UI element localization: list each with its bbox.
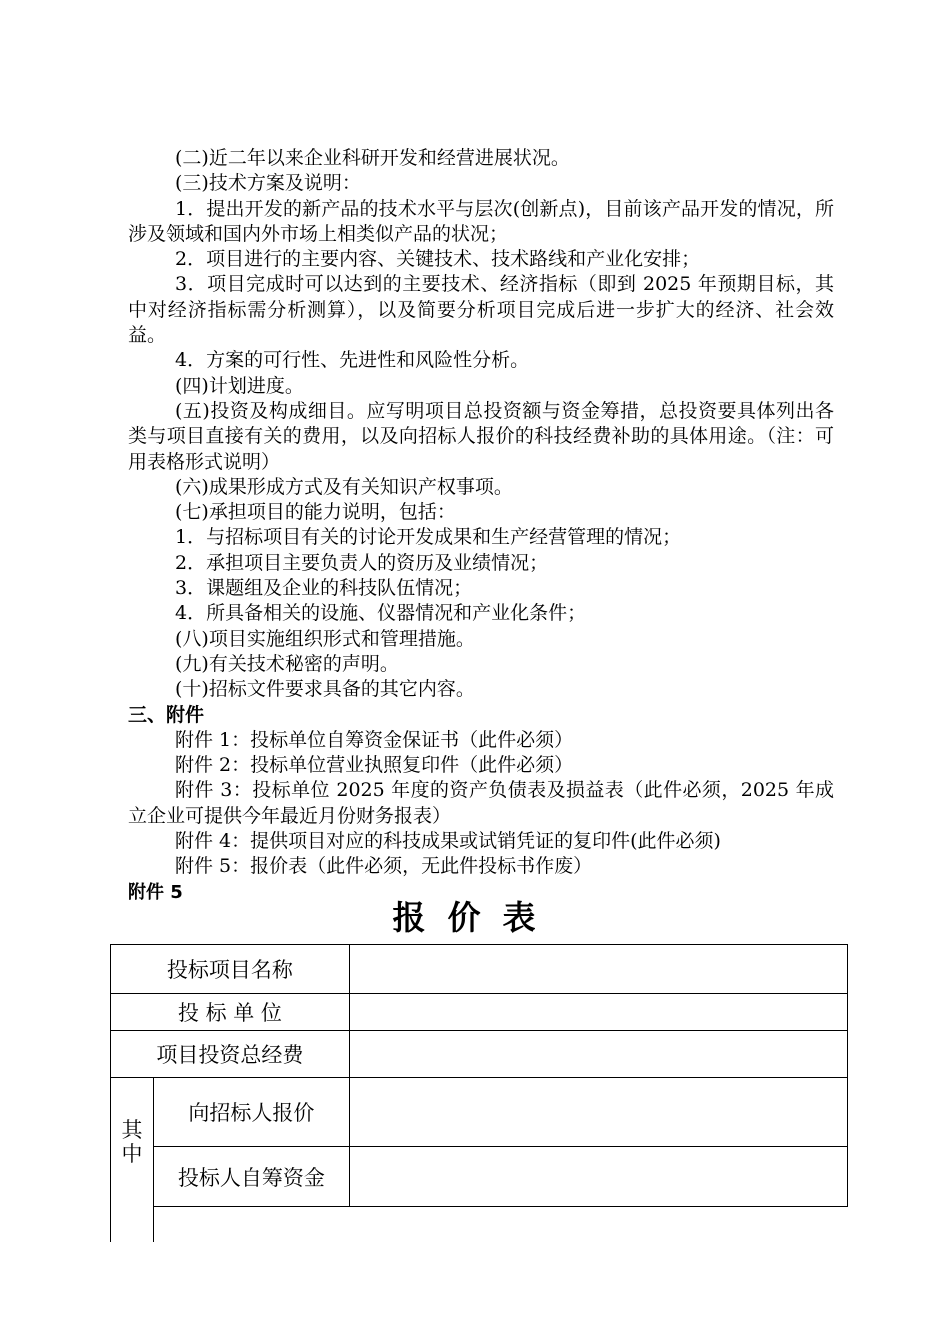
annex-5-label: 附件 5 xyxy=(128,881,183,903)
quote-form-title: 报价表 xyxy=(392,898,558,937)
item-3-2: 2．项目进行的主要内容、关键技术、技术路线和产业化安排； xyxy=(175,248,701,271)
item-3-1: 1．提出开发的新产品的技术水平与层次(创新点)，目前该产品开发的情况，所涉及领域和国内外市场上相类似产品的状况； xyxy=(128,197,834,245)
item-6: (六)成果形成方式及有关知识产权事项。 xyxy=(175,475,513,498)
row-project-name xyxy=(111,945,848,994)
item-7-4: 4．所具备相关的设施、仪器情况和产业化条件； xyxy=(175,602,587,625)
of-which-char-2: 中 xyxy=(121,1142,143,1167)
bidder-field[interactable] xyxy=(349,994,847,1031)
total-investment-field[interactable] xyxy=(349,1031,847,1078)
item-4: (四)计划进度。 xyxy=(175,374,304,397)
item-3: (三)技术方案及说明： xyxy=(175,172,361,195)
item-7-1: 1．与招标项目有关的讨论开发成果和生产经营管理的情况； xyxy=(175,526,682,549)
item-9: (九)有关技术秘密的声明。 xyxy=(175,652,399,675)
project-name-label: 投标项目名称 xyxy=(111,945,350,994)
of-which-char-1: 其 xyxy=(121,1118,143,1143)
bidder-label: 投 标 单 位 xyxy=(111,994,350,1031)
quote-to-tenderer-field[interactable] xyxy=(349,1078,847,1147)
row-continuation xyxy=(111,1207,848,1242)
row-self-raised xyxy=(111,1147,848,1207)
of-which-label xyxy=(111,1078,154,1207)
item-8: (八)项目实施组织形式和管理措施。 xyxy=(175,627,475,650)
item-10: (十)招标文件要求具备的其它内容。 xyxy=(175,678,475,701)
attachment-1: 附件 1：投标单位自筹资金保证书（此件必须） xyxy=(175,728,574,751)
continuation-left xyxy=(111,1207,154,1242)
item-7-2: 2．承担项目主要负责人的资历及业绩情况； xyxy=(175,551,549,574)
item-2: (二)近二年以来企业科研开发和经营进展状况。 xyxy=(175,147,570,169)
project-name-field[interactable] xyxy=(349,945,847,994)
document-body xyxy=(128,146,834,905)
item-7-3: 3．课题组及企业的科技队伍情况； xyxy=(175,577,473,600)
row-total-investment xyxy=(111,1031,848,1078)
item-3-4: 4．方案的可行性、先进性和风险性分析。 xyxy=(175,349,530,372)
total-investment-label: 项目投资总经费 xyxy=(111,1031,350,1078)
attachment-4: 附件 4：提供项目对应的科技成果或试销凭证的复印件(此件必须) xyxy=(175,830,721,853)
attachment-3: 附件 3：投标单位 2025 年度的资产负债表及损益表（此件必须，2025 年成立企业可提供今年最近月份财务报表） xyxy=(128,779,834,827)
item-5: (五)投资及构成细目。应写明项目总投资额与资金筹措，总投资要具体列出各类与项目直接有关的费用，以及向招标人报价的科技经费补助的具体用途。（注：可用表格形式说明） xyxy=(128,399,834,473)
continuation-rest xyxy=(153,1207,847,1242)
attachment-5: 附件 5：报价表（此件必须，无此件投标书作废） xyxy=(175,855,593,878)
attachment-2: 附件 2：投标单位营业执照复印件（此件必须） xyxy=(175,754,574,777)
quote-form-table xyxy=(110,944,848,1242)
quote-to-tenderer-label: 向招标人报价 xyxy=(153,1078,349,1147)
item-7: (七)承担项目的能力说明，包括： xyxy=(175,501,456,524)
item-3-3: 3．项目完成时可以达到的主要技术、经济指标（即到 2025 年预期目标，其中对经济指标需分析测算），以及简要分析项目完成后进一步扩大的经济、社会效益。 xyxy=(128,273,834,347)
self-raised-field[interactable] xyxy=(349,1147,847,1207)
row-quote-to-tenderer xyxy=(111,1078,848,1147)
row-bidder xyxy=(111,994,848,1031)
self-raised-label: 投标人自筹资金 xyxy=(153,1147,349,1207)
section-3-heading: 三、附件 xyxy=(128,703,205,726)
